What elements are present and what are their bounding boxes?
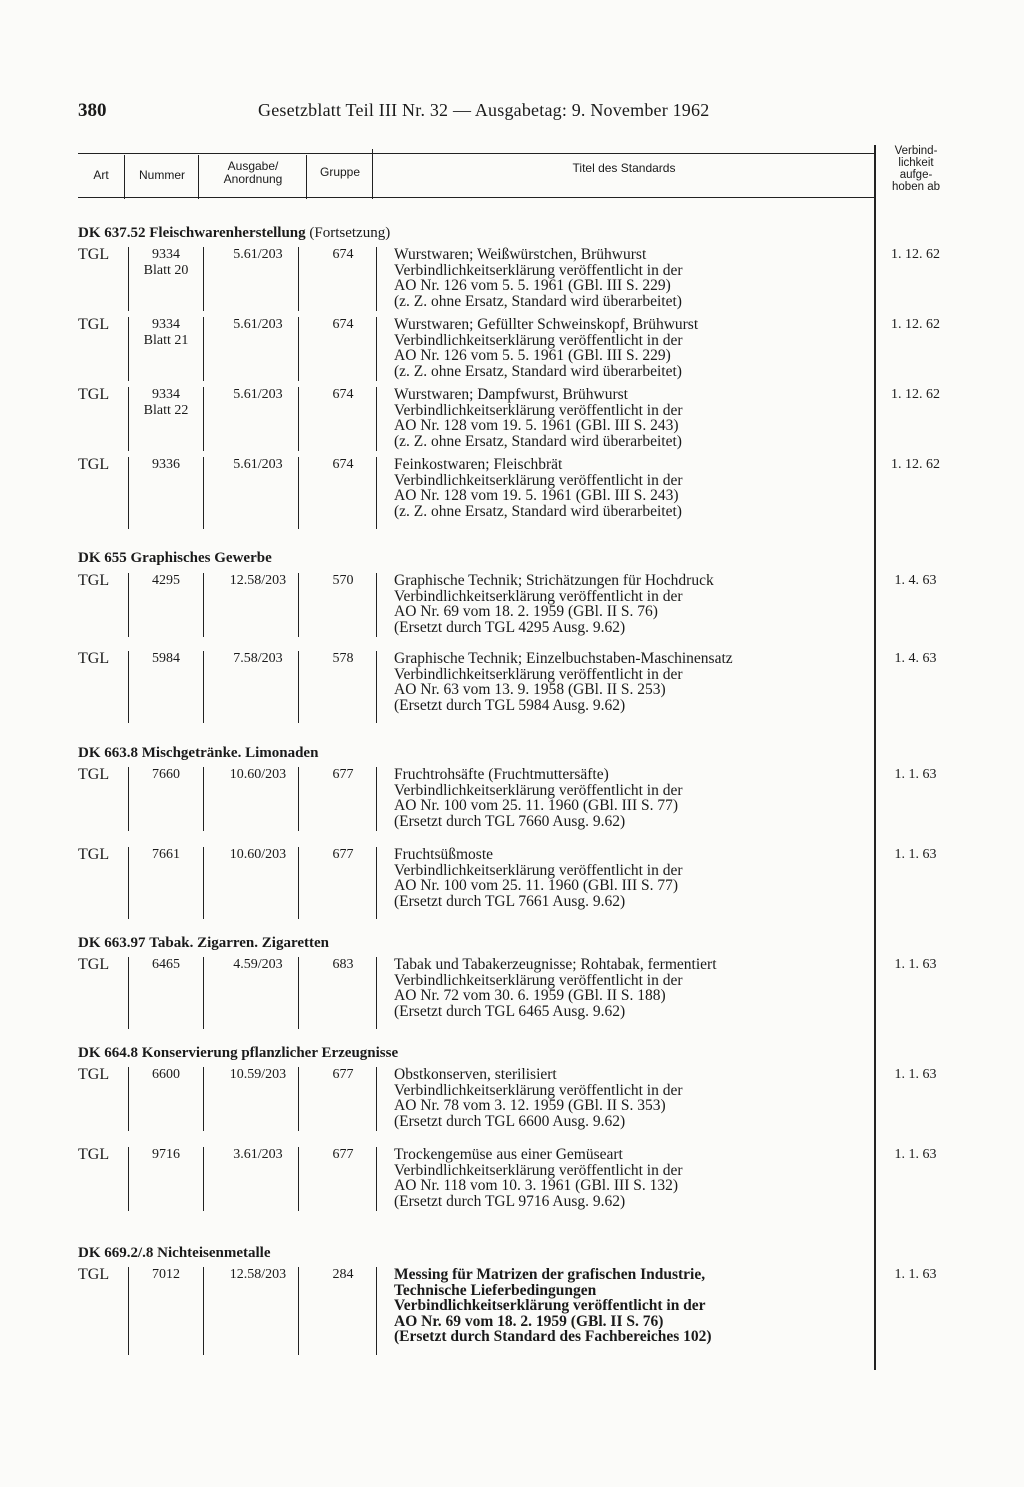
cell-art: TGL	[78, 1266, 110, 1283]
title-line: Tabak und Tabakerzeugnisse; Rohtabak, fermentiert	[394, 956, 717, 973]
cell-ausgabe: 12.58/203	[229, 573, 287, 588]
nummer-value: 9334	[152, 387, 180, 402]
title-line: (Ersetzt durch TGL 6465 Ausg. 9.62)	[394, 1002, 626, 1020]
cell-date: 1. 1. 63	[894, 767, 937, 782]
col-verbind-line: aufge-	[899, 169, 933, 181]
col-verbind-line: Verbind-	[894, 145, 938, 157]
col-ausgabe	[200, 160, 306, 186]
col-titel: Titel des Standards	[572, 161, 676, 175]
title-line: (z. Z. ohne Ersatz, Standard wird überarbeitet)	[394, 502, 682, 520]
section-name: Konservierung pflanzlicher Erzeugnisse	[141, 1045, 399, 1061]
cell-art: TGL	[78, 1146, 110, 1163]
cell-gruppe: 674	[332, 387, 354, 402]
cell-title	[394, 317, 864, 379]
nummer-value: 7661	[152, 847, 180, 862]
title-line: Technische Lieferbedingungen	[394, 1281, 597, 1299]
header-divider	[372, 149, 373, 199]
title-line: Wurstwaren; Gefüllter Schweinskopf, Brühwurst	[394, 316, 699, 333]
cell-title	[394, 651, 864, 713]
col-verbind-line: lichkeit	[898, 157, 934, 169]
cell-ausgabe: 10.60/203	[229, 767, 287, 782]
title-line: Verbindlichkeitserklärung veröffentlicht in der	[394, 971, 683, 989]
title-line: Graphische Technik; Einzelbuchstaben-Maschinensatz	[394, 650, 733, 667]
title-line: AO Nr. 128 vom 19. 5. 1961 (GBl. III S. 243)	[394, 417, 679, 434]
nummer-value: 9716	[152, 1147, 180, 1162]
cell-gruppe: 674	[332, 317, 354, 332]
col-ausgabe-line: Anordnung	[223, 172, 283, 186]
title-line: (z. Z. ohne Ersatz, Standard wird überarbeitet)	[394, 292, 682, 310]
title-line: (Ersetzt durch Standard des Fachbereiches 102)	[394, 1328, 712, 1345]
title-line: Verbindlichkeitserklärung veröffentlicht in der	[394, 401, 683, 419]
cell-art: TGL	[78, 766, 110, 783]
section-heading	[78, 225, 390, 242]
section-dk-number: DK 663.8	[78, 745, 138, 761]
cell-gruppe: 677	[332, 767, 354, 782]
header-divider	[306, 155, 307, 199]
cell-ausgabe: 12.58/203	[229, 1267, 287, 1282]
title-line: AO Nr. 128 vom 19. 5. 1961 (GBl. III S. 243)	[394, 487, 679, 504]
standards-table	[78, 145, 956, 1370]
cell-nummer	[128, 651, 204, 667]
cell-nummer	[128, 573, 204, 589]
cell-gruppe: 284	[332, 1267, 354, 1282]
cell-art: TGL	[78, 456, 110, 473]
title-line: (Ersetzt durch TGL 7660 Ausg. 9.62)	[394, 812, 626, 830]
section-dk-number: DK 663.97	[78, 935, 146, 951]
title-line: AO Nr. 118 vom 10. 3. 1961 (GBl. III S. 132)	[394, 1177, 679, 1194]
table-row	[78, 317, 956, 381]
cell-nummer	[128, 387, 204, 419]
cell-art: TGL	[78, 650, 110, 667]
cell-title	[394, 247, 864, 309]
section-name: Mischgetränke. Limonaden	[141, 745, 319, 761]
cell-art: TGL	[78, 316, 110, 333]
title-line: (Ersetzt durch TGL 9716 Ausg. 9.62)	[394, 1192, 626, 1210]
col-art: Art	[93, 168, 109, 182]
cell-ausgabe: 3.61/203	[233, 1147, 283, 1162]
title-line: Feinkostwaren; Fleischbrät	[394, 456, 563, 473]
section-dk-number: DK 637.52	[78, 225, 146, 241]
cell-title	[394, 387, 864, 449]
title-line: Verbindlichkeitserklärung veröffentlicht in der	[394, 471, 683, 489]
cell-art: TGL	[78, 1066, 110, 1083]
nummer-value: 6465	[152, 957, 180, 972]
cell-gruppe: 570	[332, 573, 354, 588]
cell-nummer	[128, 317, 204, 349]
cell-art: TGL	[78, 572, 110, 589]
cell-art: TGL	[78, 846, 110, 863]
col-gruppe: Gruppe	[319, 165, 361, 179]
cell-ausgabe: 5.61/203	[233, 387, 283, 402]
title-line: Fruchtrohsäfte (Fruchtmuttersäfte)	[394, 766, 609, 783]
title-line: Verbindlichkeitserklärung veröffentlicht in der	[394, 665, 683, 683]
cell-nummer	[128, 247, 204, 279]
table-row	[78, 1067, 956, 1131]
cell-title	[394, 457, 864, 519]
section-dk-number: DK 664.8	[78, 1045, 138, 1061]
cell-gruppe: 674	[332, 247, 354, 262]
title-line: AO Nr. 126 vom 5. 5. 1961 (GBl. III S. 229)	[394, 347, 671, 364]
table-row	[78, 1267, 956, 1355]
cell-ausgabe: 5.61/203	[233, 457, 283, 472]
title-line: Verbindlichkeitserklärung veröffentlicht in der	[394, 781, 683, 799]
nummer-value: 9334	[152, 317, 180, 332]
title-line: (z. Z. ohne Ersatz, Standard wird überarbeitet)	[394, 432, 682, 450]
nummer-value: 6600	[152, 1067, 180, 1082]
cell-title	[394, 767, 864, 829]
cell-date: 1. 1. 63	[894, 1147, 937, 1162]
title-line: AO Nr. 69 vom 18. 2. 1959 (GBl. II S. 76)	[394, 1312, 664, 1330]
section-dk-number: DK 669.2/.8	[78, 1245, 154, 1261]
table-row	[78, 957, 956, 1029]
title-line: Messing für Matrizen der grafischen Industrie,	[394, 1266, 706, 1283]
title-line: Fruchtsüßmoste	[394, 846, 494, 863]
table-row	[78, 1147, 956, 1211]
cell-title	[394, 1067, 864, 1129]
title-line: AO Nr. 69 vom 18. 2. 1959 (GBl. II S. 76)	[394, 603, 658, 620]
cell-ausgabe: 5.61/203	[233, 317, 283, 332]
cell-date: 1. 1. 63	[894, 1067, 937, 1082]
nummer-value: 7012	[152, 1267, 180, 1282]
title-line: Wurstwaren; Weißwürstchen, Brühwurst	[394, 246, 647, 263]
cell-title	[394, 1147, 864, 1209]
table-row	[78, 457, 956, 529]
cell-gruppe: 677	[332, 847, 354, 862]
cell-title	[394, 573, 864, 635]
title-line: AO Nr. 100 vom 25. 11. 1960 (GBl. III S. 77)	[394, 877, 679, 894]
table-row	[78, 651, 956, 723]
title-line: Trockengemüse aus einer Gemüseart	[394, 1146, 623, 1163]
cell-gruppe: 677	[332, 1067, 354, 1082]
title-line: Wurstwaren; Dampfwurst, Brühwurst	[394, 386, 628, 403]
cell-ausgabe: 10.60/203	[229, 847, 287, 862]
section-name: Fleischwarenherstellung	[149, 225, 306, 241]
title-line: Obstkonserven, sterilisiert	[394, 1066, 557, 1083]
title-line: Verbindlichkeitserklärung veröffentlicht in der	[394, 587, 683, 605]
nummer-value: 7660	[152, 767, 180, 782]
cell-art: TGL	[78, 246, 110, 263]
cell-date: 1. 1. 63	[894, 957, 937, 972]
page-header	[78, 100, 868, 124]
section-suffix: (Fortsetzung)	[309, 225, 391, 241]
cell-nummer	[128, 1147, 204, 1163]
table-row	[78, 767, 956, 831]
cell-date: 1. 12. 62	[891, 387, 940, 402]
title-line: AO Nr. 100 vom 25. 11. 1960 (GBl. III S. 77)	[394, 797, 679, 814]
title-line: (Ersetzt durch TGL 4295 Ausg. 9.62)	[394, 618, 626, 636]
cell-title	[394, 957, 864, 1019]
title-line: (Ersetzt durch TGL 5984 Ausg. 9.62)	[394, 696, 626, 714]
section-heading	[78, 550, 272, 567]
nummer-value: 5984	[152, 651, 180, 666]
cell-date: 1. 12. 62	[891, 247, 940, 262]
cell-nummer	[128, 1067, 204, 1083]
cell-ausgabe: 10.59/203	[229, 1067, 287, 1082]
section-heading	[78, 745, 318, 762]
cell-gruppe: 683	[332, 957, 354, 972]
table-top-rule	[78, 153, 876, 154]
col-verbind-line: hoben ab	[892, 181, 940, 193]
cell-art: TGL	[78, 386, 110, 403]
cell-date: 1. 4. 63	[894, 573, 937, 588]
section-heading	[78, 1045, 398, 1062]
cell-date: 1. 4. 63	[894, 651, 937, 666]
cell-nummer	[128, 457, 204, 473]
blatt-value: Blatt 22	[143, 403, 189, 418]
cell-title	[394, 1267, 864, 1345]
cell-date: 1. 1. 63	[894, 1267, 937, 1282]
cell-nummer	[128, 957, 204, 973]
section-name: Tabak. Zigarren. Zigaretten	[149, 935, 329, 951]
table-row	[78, 573, 956, 637]
cell-nummer	[128, 1267, 204, 1283]
cell-gruppe: 677	[332, 1147, 354, 1162]
page-number: 380	[78, 100, 107, 121]
table-row	[78, 847, 956, 919]
title-line: Verbindlichkeitserklärung veröffentlicht in der	[394, 1161, 683, 1179]
col-nummer: Nummer	[138, 168, 185, 182]
table-row	[78, 247, 956, 311]
title-line: Verbindlichkeitserklärung veröffentlicht in der	[394, 331, 683, 349]
cell-gruppe: 674	[332, 457, 354, 472]
title-line: Verbindlichkeitserklärung veröffentlicht in der	[394, 1081, 683, 1099]
section-name: Nichteisenmetalle	[157, 1245, 271, 1261]
section-dk-number: DK 655	[78, 550, 127, 566]
header-divider	[198, 155, 199, 199]
title-line: Verbindlichkeitserklärung veröffentlicht in der	[394, 861, 683, 879]
nummer-value: 4295	[152, 573, 180, 588]
nummer-value: 9336	[152, 457, 180, 472]
cell-nummer	[128, 767, 204, 783]
title-line: (Ersetzt durch TGL 7661 Ausg. 9.62)	[394, 892, 626, 910]
section-name: Graphisches Gewerbe	[130, 550, 272, 566]
table-row	[78, 387, 956, 451]
nummer-value: 9334	[152, 247, 180, 262]
title-line: AO Nr. 126 vom 5. 5. 1961 (GBl. III S. 229)	[394, 277, 671, 294]
title-line: AO Nr. 72 vom 30. 6. 1959 (GBl. II S. 188)	[394, 987, 666, 1004]
cell-ausgabe: 4.59/203	[233, 957, 283, 972]
blatt-value: Blatt 21	[143, 333, 189, 348]
col-verbindlichkeit	[876, 145, 956, 193]
cell-gruppe: 578	[332, 651, 354, 666]
cell-title	[394, 847, 864, 909]
cell-date: 1. 12. 62	[891, 457, 940, 472]
cell-date: 1. 1. 63	[894, 847, 937, 862]
cell-ausgabe: 7.58/203	[233, 651, 283, 666]
title-line: Verbindlichkeitserklärung veröffentlicht in der	[394, 261, 683, 279]
blatt-value: Blatt 20	[143, 263, 189, 278]
header-divider	[124, 155, 125, 199]
cell-art: TGL	[78, 956, 110, 973]
section-heading	[78, 935, 329, 952]
cell-nummer	[128, 847, 204, 863]
title-line: AO Nr. 78 vom 3. 12. 1959 (GBl. II S. 353)	[394, 1097, 666, 1114]
col-ausgabe-line: Ausgabe/	[227, 159, 279, 173]
title-line: Verbindlichkeitserklärung veröffentlicht in der	[394, 1297, 706, 1314]
cell-ausgabe: 5.61/203	[233, 247, 283, 262]
title-line: Graphische Technik; Strichätzungen für Hochdruck	[394, 572, 714, 589]
cell-date: 1. 12. 62	[891, 317, 940, 332]
title-line: (z. Z. ohne Ersatz, Standard wird überarbeitet)	[394, 362, 682, 380]
title-line: AO Nr. 63 vom 13. 9. 1958 (GBl. II S. 253)	[394, 681, 666, 698]
running-title: Gesetzblatt Teil III Nr. 32 — Ausgabetag: 9. November 1962	[258, 100, 710, 120]
title-line: (Ersetzt durch TGL 6600 Ausg. 9.62)	[394, 1112, 626, 1130]
section-heading	[78, 1245, 270, 1262]
